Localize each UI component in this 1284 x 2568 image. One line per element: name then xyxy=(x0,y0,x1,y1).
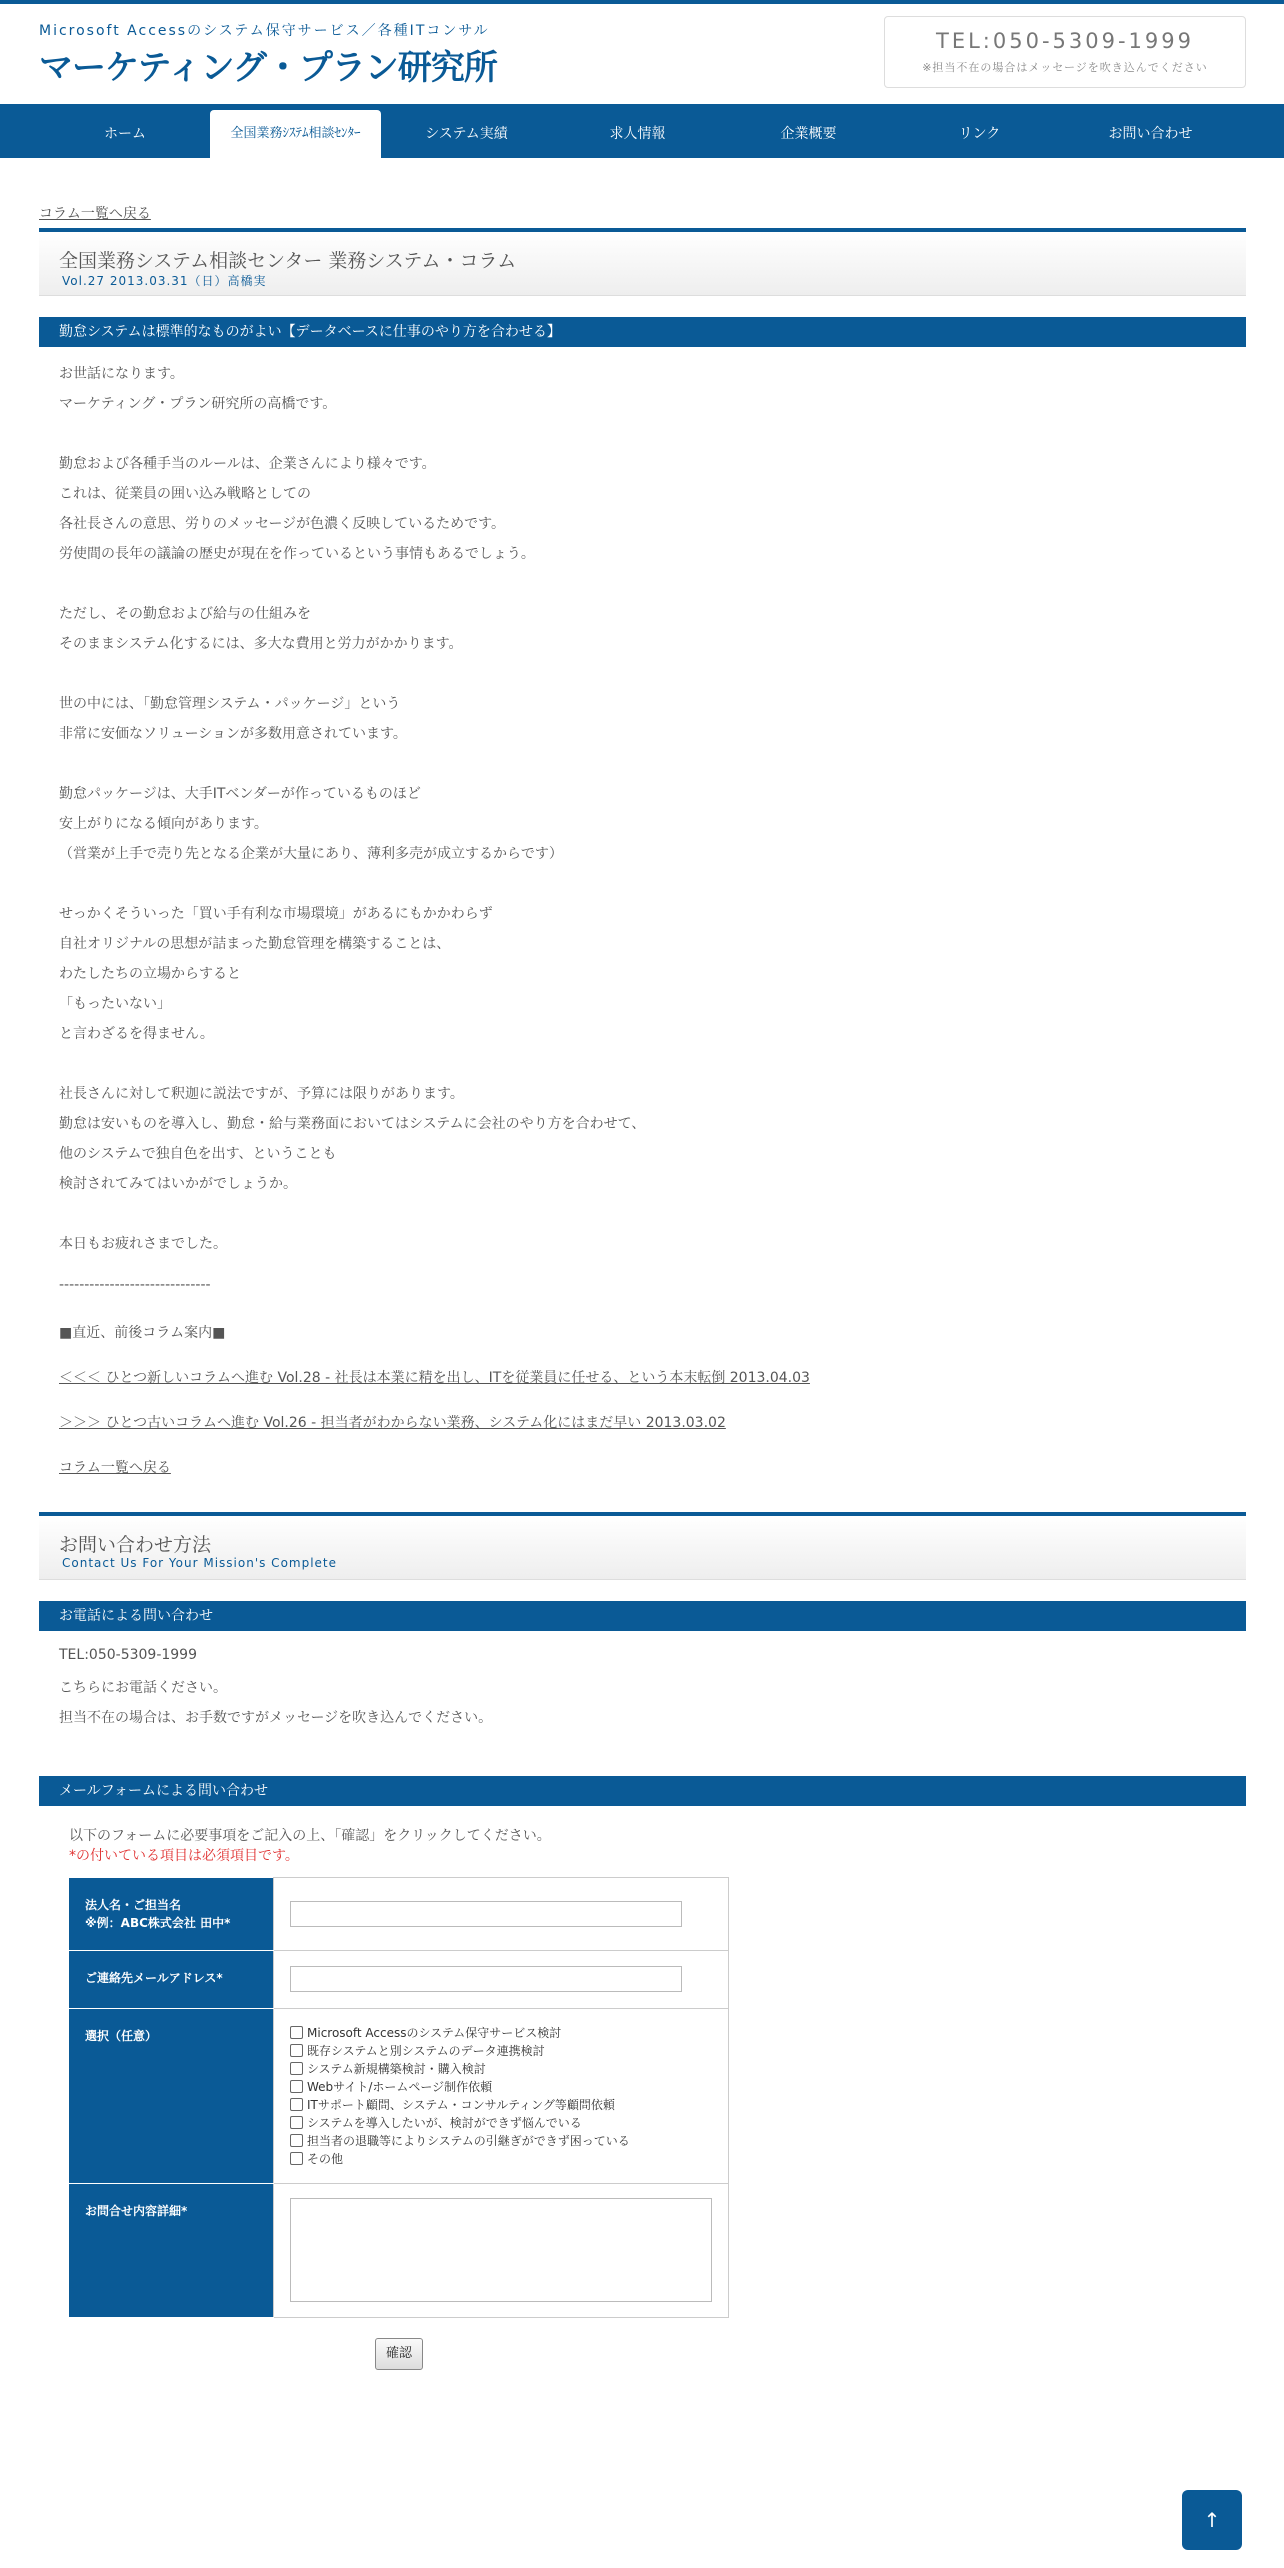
option-row[interactable] xyxy=(290,2078,712,2096)
option-label: 既存システムと別システムのデータ連携検討 xyxy=(307,2044,545,2058)
article-line: 社長さんに対して釈迦に説法ですが、予算には限りがあります。 xyxy=(59,1086,464,1102)
phone-contact-line: TEL:050-5309-1999 xyxy=(59,1647,197,1663)
article-heading: 勤怠システムは標準的なものがよい【データベースに仕事のやり方を合わせる】 xyxy=(39,317,1246,347)
next-column-link[interactable]: ＜＜＜ ひとつ新しいコラムへ進む Vol.28 - 社長は本業に精を出し、ITを従業員に任せる、という本末転倒 2013.04.03 xyxy=(59,1370,810,1386)
option-label: Microsoft Accessのシステム保守サービス検討 xyxy=(307,2026,562,2040)
option-label: システムを導入したいが、検討ができず悩んでいる xyxy=(307,2116,582,2130)
main-nav xyxy=(0,104,1284,158)
option-row[interactable] xyxy=(290,2096,712,2114)
article-line: 自社オリジナルの思想が詰まった勤怠管理を構築することは、 xyxy=(59,936,451,952)
option-checkbox[interactable] xyxy=(290,2044,303,2057)
name-field-label xyxy=(69,1878,274,1951)
phone-number: TEL:050-5309-1999 xyxy=(936,29,1194,53)
mail-contact-heading: メールフォームによる問い合わせ xyxy=(39,1776,1246,1806)
phone-contact-line: こちらにお電話ください。 xyxy=(59,1680,227,1696)
name-input[interactable] xyxy=(290,1901,682,1927)
option-checkbox[interactable] xyxy=(290,2026,303,2039)
nav-item-home[interactable]: ホーム xyxy=(104,126,146,142)
nav-item-system-works[interactable]: システム実績 xyxy=(425,126,508,142)
article-line: 世の中には、「勤怠管理システム・パッケージ」という xyxy=(59,696,401,712)
phone-box xyxy=(884,16,1246,88)
article-line: せっかくそういった「買い手有利な市場環境」があるにもかかわらず xyxy=(59,906,493,922)
email-field-cell xyxy=(274,1950,729,2008)
contact-form xyxy=(69,1877,729,2318)
option-checkbox[interactable] xyxy=(290,2080,303,2093)
article-line: 勤怠パッケージは、大手ITベンダーが作っているものほど xyxy=(59,786,421,802)
option-label: 担当者の退職等によりシステムの引継ぎができず困っている xyxy=(307,2134,630,2148)
site-logo[interactable] xyxy=(39,20,497,88)
option-row[interactable] xyxy=(290,2114,712,2132)
article-line: 勤怠は安いものを導入し、勤怠・給与業務面においてはシステムに会社のやり方を合わせて、 xyxy=(59,1116,646,1132)
article-line: 非常に安価なソリューションが多数用意されています。 xyxy=(59,726,407,742)
select-field-cell xyxy=(274,2008,729,2183)
option-checkbox[interactable] xyxy=(290,2134,303,2147)
column-title-box xyxy=(39,228,1246,296)
detail-field-cell xyxy=(274,2183,729,2317)
nearby-columns-heading: ■直近、前後コラム案内■ xyxy=(59,1325,226,1341)
article-line: 本日もお疲れさまでした。 xyxy=(59,1236,227,1252)
contact-title: お問い合わせ方法 xyxy=(59,1534,212,1556)
nav-item-contact[interactable]: お問い合わせ xyxy=(1108,126,1193,142)
article-line: わたしたちの立場からすると xyxy=(59,966,241,982)
article-line: マーケティング・プラン研究所の高橋です。 xyxy=(59,396,337,412)
phone-contact-heading: お電話による問い合わせ xyxy=(39,1601,1246,1631)
top-accent-line xyxy=(0,0,1284,4)
name-field-label-line2: ※例：ABC株式会社 田中* xyxy=(85,1915,231,1930)
nav-item-links[interactable]: リンク xyxy=(958,126,1001,142)
article-line: ただし、その勤怠および給与の仕組みを xyxy=(59,606,311,622)
detail-field-label: お問合せ内容詳細* xyxy=(69,2183,274,2317)
phone-contact-line: 担当不在の場合は、お手数ですがメッセージを吹き込んでください。 xyxy=(59,1710,493,1726)
article-line: 検討されてみてはいかがでしょうか。 xyxy=(59,1176,297,1192)
column-meta: Vol.27 2013.03.31（日）高橋実 xyxy=(62,274,267,288)
option-checkbox[interactable] xyxy=(290,2152,303,2165)
detail-textarea[interactable] xyxy=(290,2198,712,2302)
back-to-column-list-link-bottom[interactable]: コラム一覧へ戻る xyxy=(59,1460,171,1476)
divider-text: ------------------------------ xyxy=(59,1277,211,1293)
contact-title-box xyxy=(39,1512,1246,1580)
logo-subtitle: Microsoft Accessのシステム保守サービス／各種ITコンサル xyxy=(39,23,490,39)
form-intro: 以下のフォームに必要事項をご記入の上、「確認」をクリックしてください。 xyxy=(69,1828,551,1844)
article-line: 各社長さんの意思、労りのメッセージが色濃く反映しているためです。 xyxy=(59,516,506,532)
logo-title: マーケティング・プラン研究所 xyxy=(39,48,497,88)
article-line: と言わざるを得ません。 xyxy=(59,1026,214,1042)
name-field-cell xyxy=(274,1878,729,1951)
option-label: システム新規構築検討・購入検討 xyxy=(307,2062,486,2076)
article-line: そのままシステム化するには、多大な費用と労力がかかります。 xyxy=(59,636,463,652)
article-line: 安上がりになる傾向があります。 xyxy=(59,816,268,832)
option-checkbox[interactable] xyxy=(290,2062,303,2075)
option-label: その他 xyxy=(307,2152,344,2166)
column-title: 全国業務システム相談センター 業務システム・コラム xyxy=(59,250,517,272)
nav-item-jobs[interactable]: 求人情報 xyxy=(609,126,666,142)
option-checkbox[interactable] xyxy=(290,2098,303,2111)
option-row[interactable] xyxy=(290,2060,712,2078)
name-field-label-line1: 法人名・ご担当名 xyxy=(85,1897,182,1912)
select-field-label: 選択（任意） xyxy=(69,2008,274,2183)
option-row[interactable] xyxy=(290,2024,712,2042)
back-to-column-list-link[interactable]: コラム一覧へ戻る xyxy=(39,206,151,222)
nav-item-company[interactable]: 企業概要 xyxy=(780,126,837,142)
article-line: 他のシステムで独自色を出す、ということも xyxy=(59,1146,337,1162)
option-checkbox[interactable] xyxy=(290,2116,303,2129)
email-input[interactable] xyxy=(290,1966,682,1992)
nav-item-consult-center[interactable]: 全国業務ｼｽﾃﾑ相談ｾﾝﾀｰ xyxy=(210,110,381,158)
confirm-button[interactable]: 確認 xyxy=(375,2338,423,2370)
article-line: これは、従業員の囲い込み戦略としての xyxy=(59,486,311,502)
option-label: ITサポート顧問、システム・コンサルティング等顧問依頼 xyxy=(307,2098,615,2112)
form-required-note: *の付いている項目は必須項目です。 xyxy=(69,1848,299,1864)
article-line: お世話になります。 xyxy=(59,366,184,382)
prev-column-link[interactable]: ＞＞＞ ひとつ古いコラムへ進む Vol.26 - 担当者がわからない業務、システム化にはまだ早い 2013.03.02 xyxy=(59,1415,726,1431)
email-field-label: ご連絡先メールアドレス* xyxy=(69,1950,274,2008)
option-row[interactable] xyxy=(290,2042,712,2060)
article-line: 勤怠および各種手当のルールは、企業さんにより様々です。 xyxy=(59,456,436,472)
article-line: 労使間の長年の議論の歴史が現在を作っているという事情もあるでしょう。 xyxy=(59,546,535,562)
contact-subtitle: Contact Us For Your Mission's Complete xyxy=(62,1556,338,1570)
article-line: （営業が上手で売り先となる企業が大量にあり、薄利多売が成立するからです） xyxy=(59,846,563,862)
back-to-top-button[interactable]: ↑ xyxy=(1182,2490,1242,2550)
phone-note: ※担当不在の場合はメッセージを吹き込んでください xyxy=(922,61,1208,74)
option-label: Webサイト/ホームページ制作依頼 xyxy=(307,2080,493,2094)
option-row[interactable] xyxy=(290,2150,712,2168)
option-row[interactable] xyxy=(290,2132,712,2150)
article-line: 「もったいない」 xyxy=(59,996,171,1012)
